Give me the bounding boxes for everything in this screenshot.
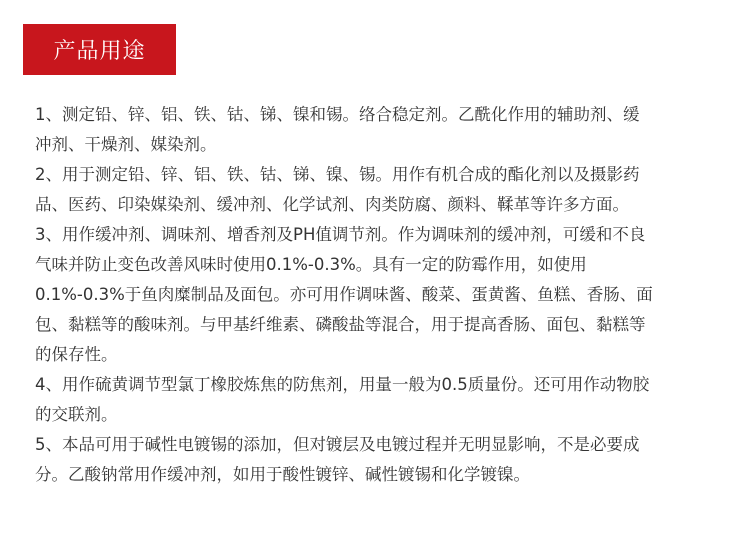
text-line: 4、用作硫黄调节型氯丁橡胶炼焦的防焦剂，用量一般为0.5质量份。还可用作动物胶 [35,375,650,394]
text-line: 的交联剂。 [35,405,118,424]
product-uses-body [35,100,725,490]
text-line: 气味并防止变色改善风味时使用0.1%-0.3%。具有一定的防霉作用，如使用 [35,255,587,274]
text-line: 3、用作缓冲剂、调味剂、增香剂及PH值调节剂。作为调味剂的缓冲剂，可缓和不良 [35,225,646,244]
section-title-badge [23,24,176,75]
text-line: 5、本品可用于碱性电镀锡的添加，但对镀层及电镀过程并无明显影响，不是必要成 [35,435,640,454]
text-line: 的保存性。 [35,345,118,364]
text-line: 包、黏糕等的酸味剂。与甲基纤维素、磷酸盐等混合，用于提高香肠、面包、黏糕等 [35,315,646,334]
text-line: 冲剂、干燥剂、媒染剂。 [35,135,217,154]
text-line: 2、用于测定铅、锌、铝、铁、钴、锑、镍、锡。用作有机合成的酯化剂以及摄影药 [35,165,640,184]
text-line: 0.1%-0.3%于鱼肉糜制品及面包。亦可用作调味酱、酸菜、蛋黄酱、鱼糕、香肠、面 [35,285,653,304]
text-line: 分。乙酸钠常用作缓冲剂，如用于酸性镀锌、碱性镀锡和化学镀镍。 [35,465,530,484]
text-line: 1、测定铅、锌、铝、铁、钴、锑、镍和锡。络合稳定剂。乙酰化作用的辅助剂、缓 [35,105,640,124]
section-title: 产品用途 [53,39,146,64]
text-line: 品、医药、印染媒染剂、缓冲剂、化学试剂、肉类防腐、颜料、鞣革等许多方面。 [35,195,629,214]
